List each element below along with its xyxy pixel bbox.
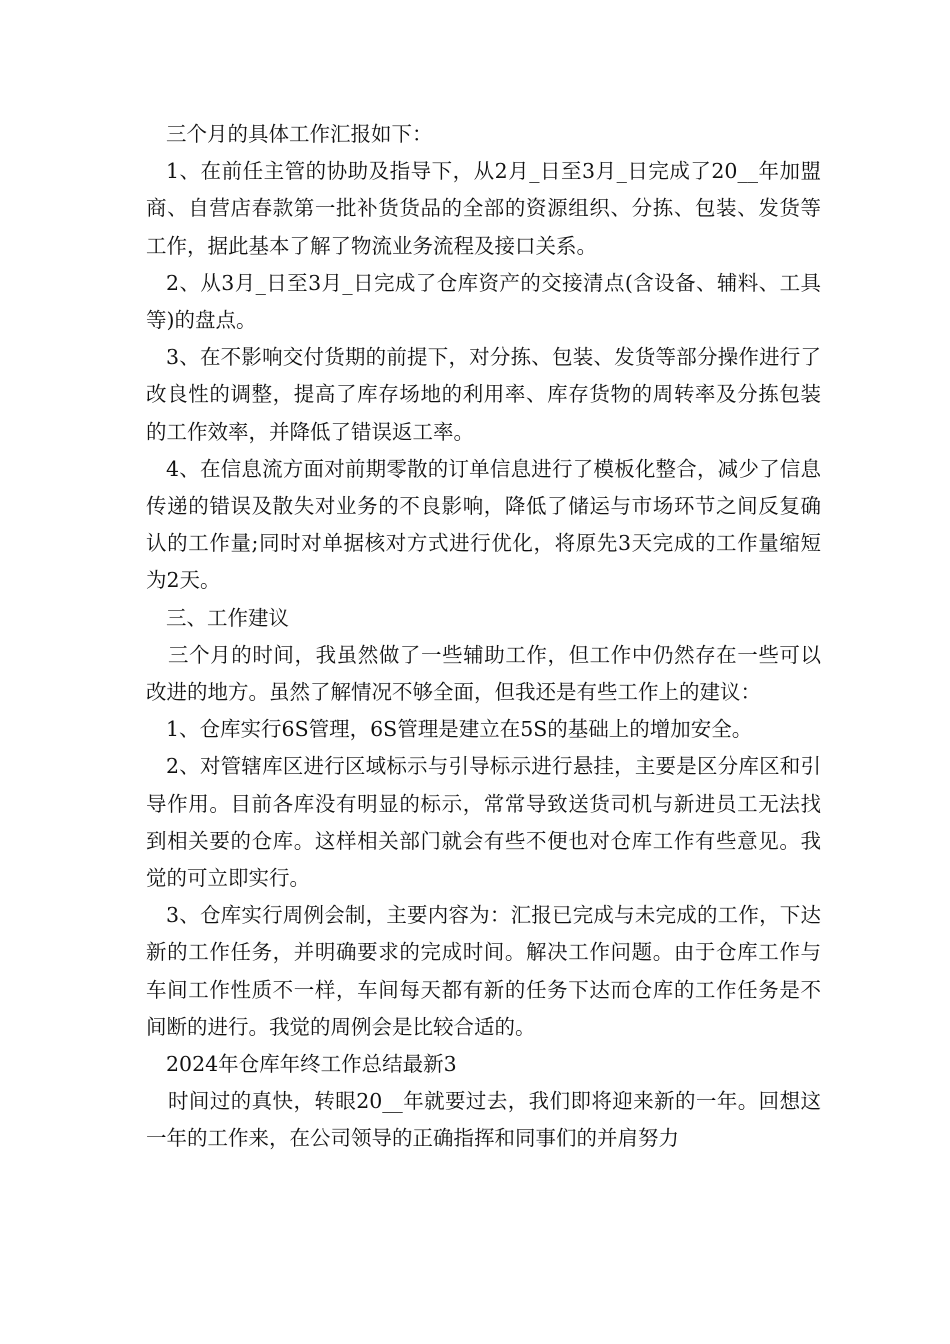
paragraph-item-2: 2、从3月_日至3月_日完成了仓库资产的交接清点(含设备、辅料、工具等)的盘点。	[146, 270, 821, 333]
section-heading-summary-3: 2024年仓库年终工作总结最新3	[166, 1052, 457, 1077]
paragraph-suggestion-1: 1、仓库实行6S管理，6S管理是建立在5S的基础上的增加安全。	[166, 717, 753, 742]
paragraph-work-report-intro: 三个月的具体工作汇报如下：	[166, 122, 433, 146]
paragraph-summary-intro: 时间过的真快，转眼20__年就要过去，我们即将迎来新的一年。回想这一年的工作来，在公司领导的正确指挥和同事们的并肩努力	[146, 1089, 821, 1151]
paragraph-item-3: 3、在不影响交付货期的前提下，对分拣、包装、发货等部分操作进行了改良性的调整，提高了库存场地的利用率、库存货物的周转率及分拣包装的工作效率，并降低了错误返工率。	[146, 345, 821, 444]
section-heading-suggestions: 三、工作建议	[166, 605, 289, 630]
paragraph-suggestions-intro: 三个月的时间，我虽然做了一些辅助工作，但工作中仍然存在一些可以改进的地方。虽然了解情况不够全面，但我还是有些工作上的建议：	[146, 642, 821, 705]
paragraph-suggestion-2: 2、对管辖库区进行区域标示与引导标示进行悬挂，主要是区分库区和引导作用。目前各库没有明显的标示，常常导致送货司机与新进员工无法找到相关要的仓库。这样相关部门就会有些不便也对仓库工作有些意见。我觉的可立即实行。	[146, 754, 821, 891]
document-body	[146, 116, 821, 1158]
paragraph-suggestion-3: 3、仓库实行周例会制，主要内容为：汇报已完成与未完成的工作，下达新的工作任务，并明确要求的完成时间。解决工作问题。由于仓库工作与车间工作性质不一样，车间每天都有新的任务下达而仓库的工作任务是不间断的进行。我觉的周例会是比较合适的。	[146, 903, 821, 1039]
paragraph-item-4: 4、在信息流方面对前期零散的订单信息进行了模板化整合，减少了信息传递的错误及散失对业务的不良影响，降低了储运与市场环节之间反复确认的工作量;同时对单据核对方式进行优化，将原先3天完成的工作量缩短为2天。	[146, 456, 821, 593]
paragraph-item-1: 1、在前任主管的协助及指导下，从2月_日至3月_日完成了20__年加盟商、自营店春款第一批补货货品的全部的资源组织、分拣、包装、发货等工作，据此基本了解了物流业务流程及接口关系。	[146, 159, 821, 258]
